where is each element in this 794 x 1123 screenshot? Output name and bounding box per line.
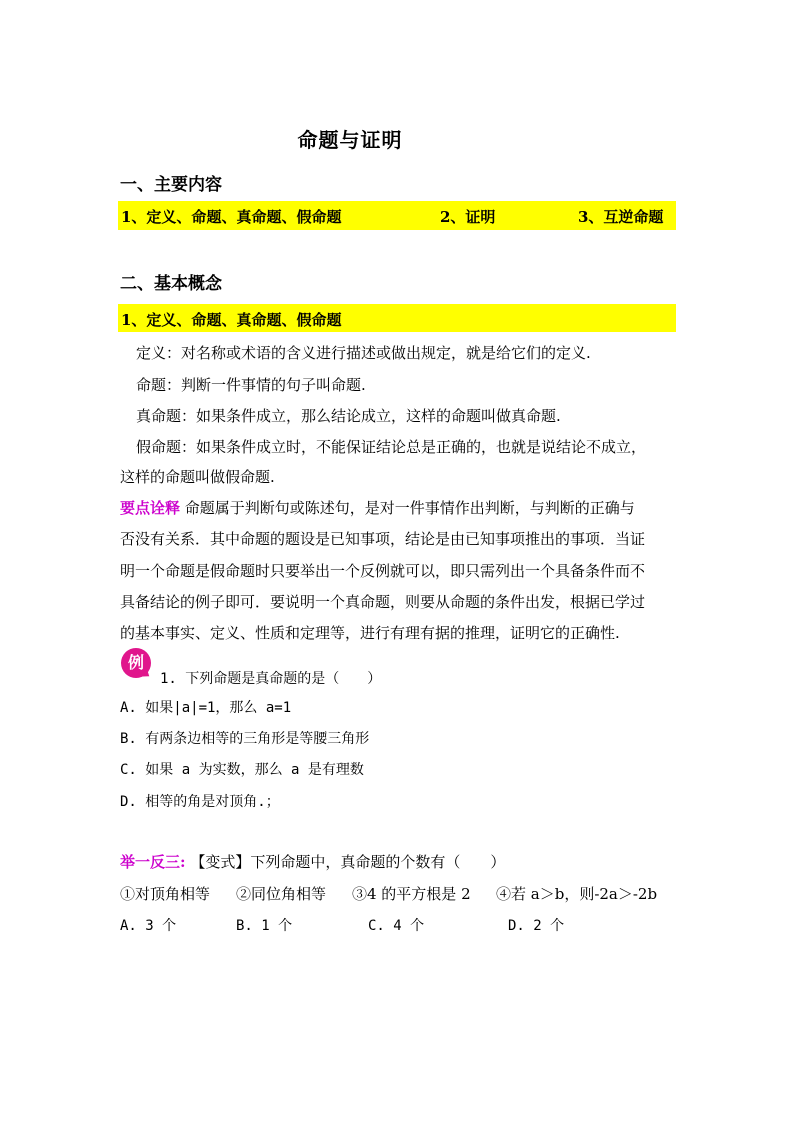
section2-subheading: 1、定义、命题、真命题、假命题 (121, 311, 342, 329)
note-line-1 (120, 497, 635, 518)
statement-3: ③4 的平方根是 2 (352, 885, 471, 903)
option-c: C. 如果 a 为实数，那么 a 是有理数 (120, 762, 364, 778)
true-proposition-text: 真命题：如果条件成立，那么结论成立，这样的命题叫做真命题. (136, 407, 561, 425)
statement-2: ②同位角相等 (236, 885, 327, 903)
definition-text: 定义：对名称或术语的含义进行描述或做出规定，就是给它们的定义. (136, 344, 591, 362)
variant-label: 举一反三: (120, 853, 186, 871)
variant-option-d: D. 2 个 (508, 918, 565, 934)
section1-heading: 一、主要内容 (120, 175, 222, 195)
variant-option-a: A. 3 个 (120, 918, 177, 934)
note-label: 要点诠释 (120, 499, 181, 517)
variant-question: 【变式】下列命题中，真命题的个数有（ ） (190, 853, 506, 871)
contents-item-3: 3、互逆命题 (578, 208, 664, 226)
contents-item-1: 1、定义、命题、真命题、假命题 (121, 208, 342, 226)
note-line-2: 否没有关系．其中命题的题设是已知事项，结论是由已知事项推出的事项．当证 (120, 530, 646, 548)
note-line-5: 的基本事实、定义、性质和定理等，进行有理有据的推理，证明它的正确性. (120, 624, 620, 642)
option-b: B. 有两条边相等的三角形是等腰三角形 (120, 731, 370, 747)
contents-item-2: 2、证明 (440, 208, 496, 226)
false-proposition-text: 假命题：如果条件成立时，不能保证结论总是正确的，也就是说结论不成立， (136, 438, 647, 456)
section2-heading: 二、基本概念 (120, 274, 222, 294)
statement-4: ④若 a＞b，则-2a＞-2b (496, 885, 658, 903)
section1-contents-bar (118, 201, 676, 230)
note-text-1: 命题属于判断句或陈述句，是对一件事情作出判断，与判断的正确与 (184, 499, 635, 517)
option-a: A. 如果|a|=1，那么 a=1 (120, 700, 292, 716)
note-line-3: 明一个命题是假命题时只要举出一个反例就可以，即只需列出一个具备条件而不 (120, 562, 646, 580)
example-question: 1. 下列命题是真命题的是（ ） (160, 671, 382, 687)
variant-option-c: C. 4 个 (368, 918, 425, 934)
note-line-4: 具备结论的例子即可．要说明一个真命题，则要从命题的条件出发，根据已学过 (120, 593, 646, 611)
section2-subheading-bar (118, 304, 676, 332)
variant-line (120, 851, 505, 872)
statement-1: ①对顶角相等 (120, 885, 211, 903)
variant-option-b: B. 1 个 (236, 918, 293, 934)
proposition-text: 命题：判断一件事情的句子叫命题. (136, 376, 366, 394)
option-d: D. 相等的角是对顶角.； (120, 794, 280, 810)
false-proposition-text-cont: 这样的命题叫做假命题. (120, 468, 275, 486)
example-badge-icon: 例 (121, 648, 151, 678)
page-title: 命题与证明 (297, 128, 403, 152)
